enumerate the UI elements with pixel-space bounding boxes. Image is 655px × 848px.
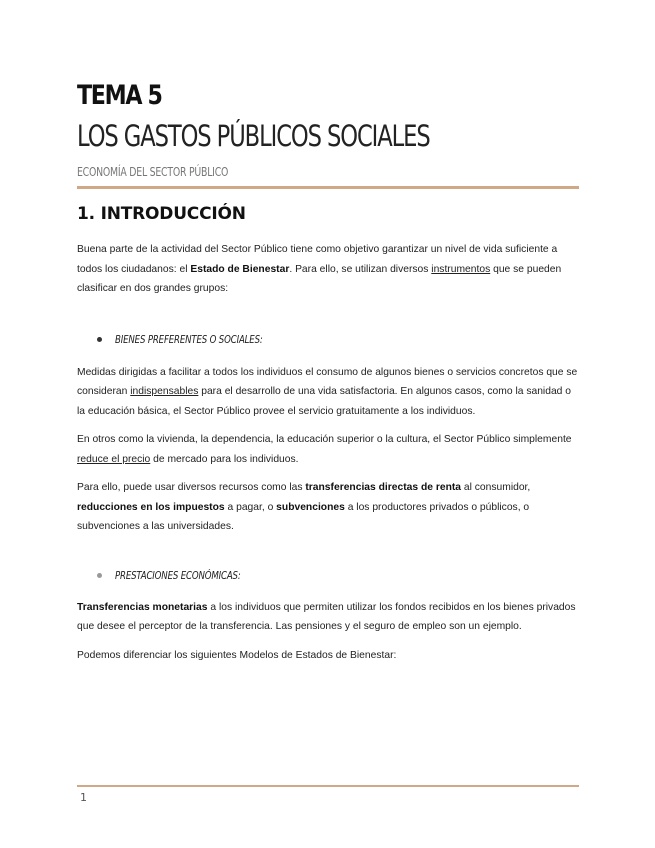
- topic-number: TEMA 5: [77, 80, 162, 111]
- bold-term: reducciones en los impuestos: [77, 501, 225, 513]
- paragraph-bienes: Medidas dirigidas a facilitar a todos los individuos el consumo de algunos bienes o servicios concretos que se consideran indispensables para el desarrollo de una vida satisfactoria. En algunos casos, como la sanidad o la educación básica, el Sector Público provee el servicio gratuitamente a los individuos.: [77, 366, 578, 417]
- bold-term: subvenciones: [276, 501, 345, 513]
- intro-paragraph: Buena parte de la actividad del Sector Público tiene como objetivo garantizar un nivel de vida suficiente a todos los ciudadanos: el Estado de Bienestar. Para ello, se utilizan diversos instrumentos que se pueden clasificar en dos grandes grupos:: [77, 244, 562, 294]
- paragraph-recursos: Para ello, puede usar diversos recursos como las transferencias directas de renta al consumidor, reducciones en los impuestos a pagar, o subvenciones a los productores privados o públicos, o subvenciones a las universidades.: [77, 482, 531, 532]
- bullet-dot-icon: [97, 337, 102, 342]
- paragraph-modelos: Podemos diferenciar los siguientes Modelos de Estados de Bienestar:: [77, 649, 397, 661]
- document-title: LOS GASTOS PÚBLICOS SOCIALES: [77, 119, 430, 153]
- underlined-term: instrumentos: [431, 263, 491, 275]
- bullet-item-prestaciones: PRESTACIONES ECONÓMICAS:: [115, 568, 579, 584]
- bullet-item-bienes: BIENES PREFERENTES O SOCIALES:: [115, 332, 579, 348]
- section-heading: 1. INTRODUCCIÓN: [77, 204, 246, 224]
- underlined-term: indispensables: [130, 386, 199, 397]
- bold-term: transferencias directas de renta: [305, 482, 462, 493]
- header-divider: [77, 186, 579, 189]
- footer-divider: [77, 785, 579, 787]
- paragraph-transferencias: Transferencias monetarias a los individuos que permiten utilizar los fondos recibidos en los bienes privados que desee el perceptor de la transferencia. Las pensiones y el seguro de empleo son un ejemplo.: [77, 601, 576, 632]
- page-number: 1: [80, 791, 87, 804]
- bold-term: Estado de Bienestar: [190, 263, 290, 275]
- bullet-dot-icon: [97, 573, 102, 578]
- bold-term: Transferencias monetarias: [77, 601, 208, 613]
- document-subtitle: ECONOMÍA DEL SECTOR PÚBLICO: [77, 165, 229, 179]
- document-page: [77, 80, 579, 665]
- underlined-term: reduce el precio: [77, 453, 151, 465]
- paragraph-otros: En otros como la vivienda, la dependencia, la educación superior o la cultura, el Sector Público simplemente reduce el precio de mercado para los individuos.: [77, 434, 572, 465]
